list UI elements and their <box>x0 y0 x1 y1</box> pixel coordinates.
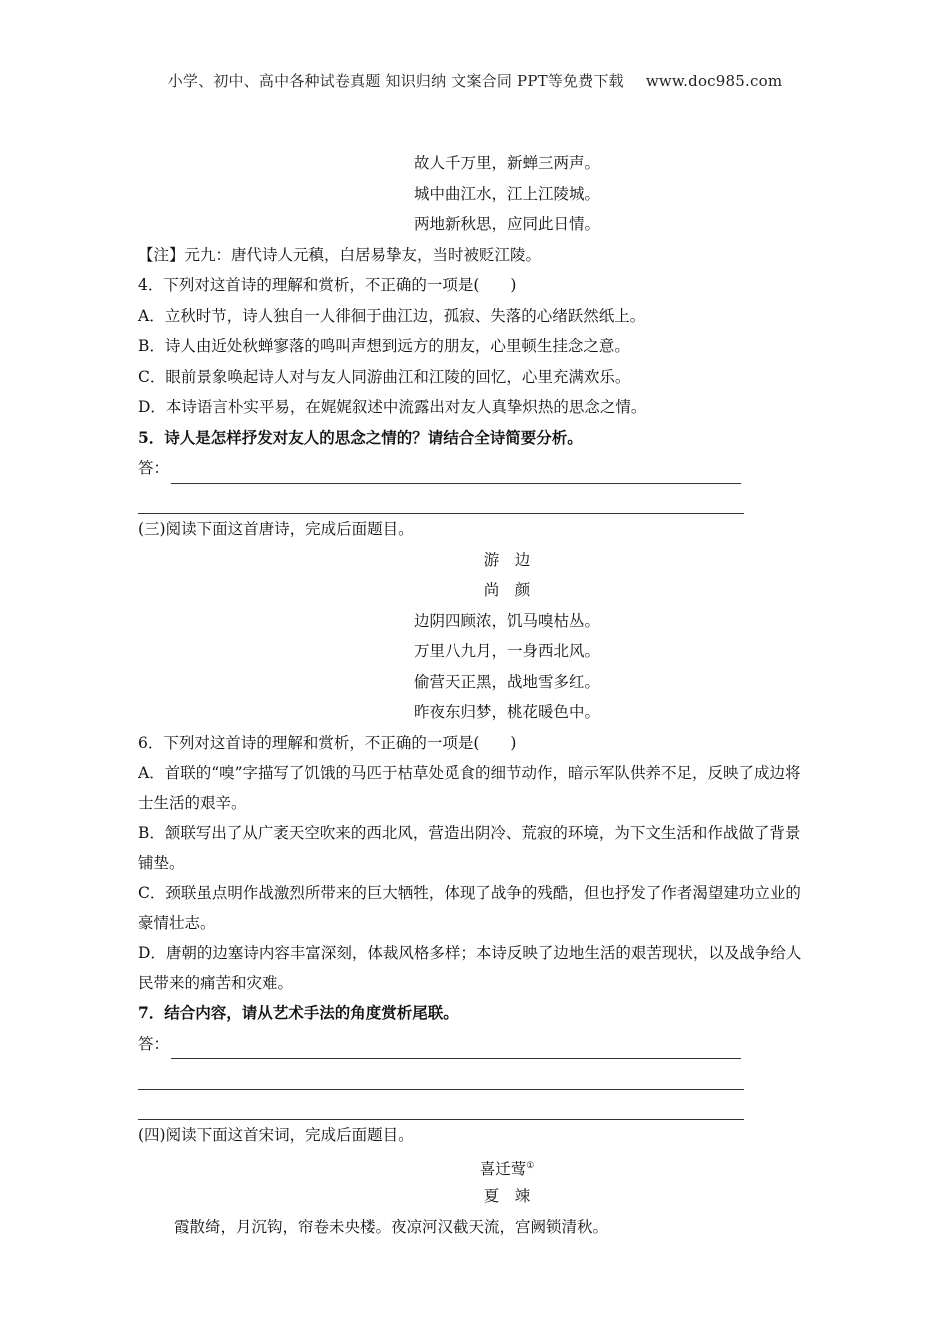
section3-title: 游 边 <box>483 550 531 569</box>
q5-stem: 5．诗人是怎样抒发对友人的思念之情的？请结合全诗简要分析。 <box>138 427 583 447</box>
section3-poem-line: 万里八九月，一身西北风。 <box>413 642 600 660</box>
poem1-line: 城中曲江水，江上江陵城。 <box>413 184 600 203</box>
section3-poem-line: 昨夜东归梦，桃花暖色中。 <box>413 703 600 721</box>
exam-page <box>138 148 814 1242</box>
q6-stem: 6．下列对这首诗的理解和赏析，不正确的一项是( ) <box>138 733 517 752</box>
q4-option-b: B．诗人由近处秋蝉寥落的鸣叫声想到远方的朋友，心里顿生挂念之意。 <box>138 337 630 355</box>
header-site-link[interactable]: www.doc985.com <box>645 72 783 90</box>
answer-rule <box>171 1038 741 1059</box>
q4-option-a: A．立秋时节，诗人独自一人徘徊于曲江边，孤寂、失落的心绪跃然纸上。 <box>138 306 646 325</box>
answer-label: 答： <box>138 459 170 477</box>
q5-answer-line-2[interactable] <box>138 484 814 515</box>
section3-poem-line: 偷营天正黑，战地雪多红。 <box>413 672 600 691</box>
answer-label: 答： <box>138 1034 170 1053</box>
q7-stem: 7．结合内容，请从艺术手法的角度赏析尾联。 <box>138 1003 459 1022</box>
poem1-line: 两地新秋思，应同此日情。 <box>413 215 600 233</box>
section3-author: 尚 颜 <box>483 581 531 599</box>
header-text: 小学、初中、高中各种试卷真题 知识归纳 文案合同 PPT等免费下载 <box>167 72 624 90</box>
answer-rule <box>138 493 744 514</box>
section3-heading: (三)阅读下面这首唐诗，完成后面题目。 <box>138 520 414 538</box>
section4-author: 夏 竦 <box>483 1187 531 1205</box>
q4-option-d: D．本诗语言朴实平易，在娓娓叙述中流露出对友人真挚炽热的思念之情。 <box>138 398 647 416</box>
q6-option-c: C．颈联虽点明作战激烈所带来的巨大牺牲，体现了战争的残酷，但也抒发了作者渴望建功立业的豪情壮志。 <box>138 884 801 932</box>
q7-answer-line[interactable] <box>138 1029 814 1060</box>
page-header <box>0 70 950 91</box>
q4-stem: 4．下列对这首诗的理解和赏析，不正确的一项是( ) <box>138 276 517 294</box>
q7-answer-line-2[interactable] <box>138 1059 814 1090</box>
footnote-mark: ① <box>526 1160 535 1171</box>
answer-rule <box>171 463 741 484</box>
section4-heading: (四)阅读下面这首宋词，完成后面题目。 <box>138 1126 414 1144</box>
section4-title: 喜迁莺 <box>479 1159 527 1178</box>
section4-ci-line: 霞散绮，月沉钩，帘卷未央楼。夜凉河汉截天流，宫阙锁清秋。 <box>174 1217 609 1236</box>
q6-option-d: D．唐朝的边塞诗内容丰富深刻，体裁风格多样；本诗反映了边地生活的艰苦现状，以及战争给人民带来的痛苦和灾难。 <box>138 944 802 992</box>
answer-rule <box>138 1069 744 1090</box>
q4-option-c: C．眼前景象唤起诗人对与友人同游曲江和江陵的回忆，心里充满欢乐。 <box>138 367 631 386</box>
poem1-note: 【注】元九：唐代诗人元稹，白居易挚友，当时被贬江陵。 <box>138 245 542 264</box>
q6-option-b: B．颔联写出了从广袤天空吹来的西北风，营造出阴冷、荒寂的环境，为下文生活和作战做了背景铺垫。 <box>138 824 801 872</box>
q5-answer-line[interactable] <box>138 453 814 484</box>
section4-title-line <box>138 1151 814 1182</box>
section3-poem-line: 边阴四顾浓，饥马嗅枯丛。 <box>413 611 600 630</box>
q6-option-a: A．首联的“嗅”字描写了饥饿的马匹于枯草处觅食的细节动作，暗示军队供养不足，反映了成边将士生活的艰辛。 <box>138 764 801 812</box>
answer-rule <box>138 1099 744 1120</box>
poem1-line: 故人千万里，新蝉三两声。 <box>413 154 600 172</box>
q7-answer-line-3[interactable] <box>138 1090 814 1121</box>
